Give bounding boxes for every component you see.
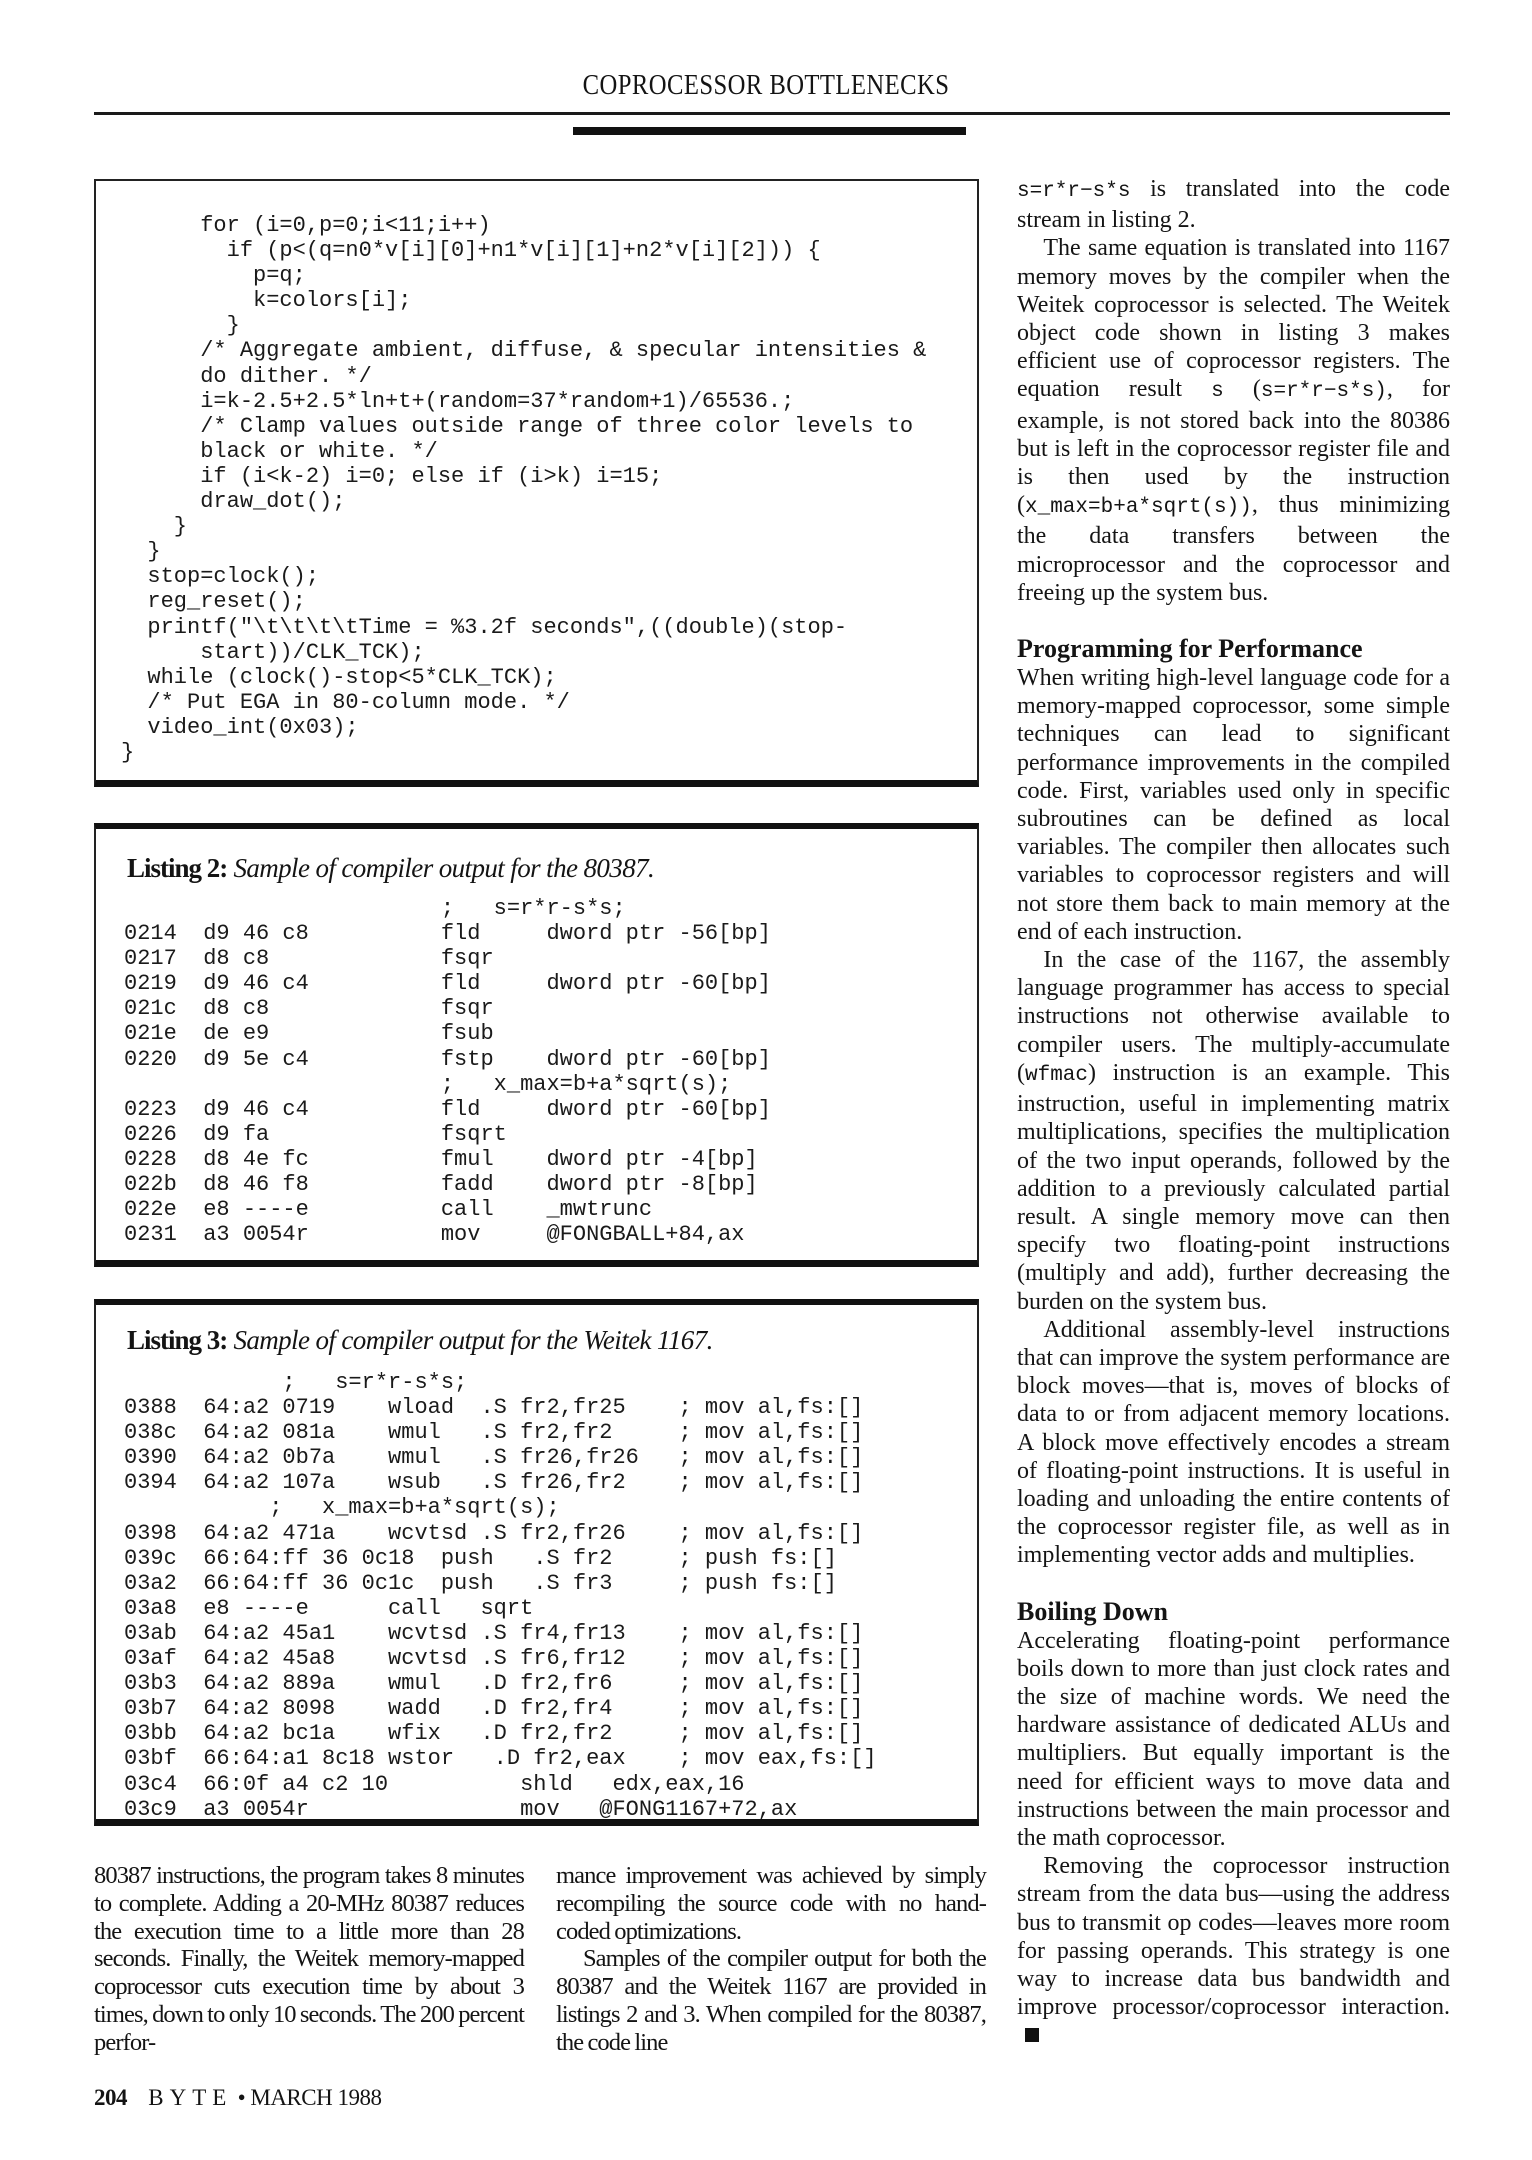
text-run: In the case of the 1167, the assembly language programmer has access to special instructions not otherwise available to compiler users. The multiply-accumulate (: [1017, 947, 1450, 1086]
paragraph: [1017, 1852, 1450, 2049]
code-line: black or white. */: [121, 438, 438, 464]
listing-3-title: Sample of compiler output for the Weitek 1167.: [233, 1325, 713, 1355]
listing-3-caption: [127, 1325, 713, 1356]
bottom-left-column: [94, 1862, 524, 2057]
text-run: (: [1223, 376, 1261, 403]
code-line: for (i=0,p=0;i<11;i++): [121, 213, 491, 238]
code-line: ; s=r*r-s*s;: [124, 1370, 468, 1395]
code-line: 0231 a3 0054r mov @FONGBALL+84,ax: [124, 1222, 745, 1248]
code-line: stop=clock();: [121, 564, 320, 590]
code-line: if (p<(q=n0*v[i][0]+n1*v[i][1]+n2*v[i][2])) {: [121, 238, 821, 264]
code-line: 0398 64:a2 471a wcvtsd .S fr2,fr26 ; mov al,fs:[]: [124, 1520, 864, 1546]
code-line: 021c d8 c8 fsqr: [124, 996, 494, 1022]
code-line: while (clock()-stop<5*CLK_TCK);: [121, 664, 557, 690]
code-line: 03a2 66:64:ff 36 0c1c push .S fr3 ; push fs:[]: [124, 1570, 837, 1596]
paragraph: Samples of the compiler output for both the 80387 and the Weitek 1167 are provided in listings 2 and 3. When compiled for the 80387, the code line: [556, 1945, 986, 2056]
code-line: start))/CLK_TCK);: [121, 639, 425, 665]
code-line: 03b3 64:a2 889a wmul .D fr2,fr6 ; mov al,fs:[]: [124, 1671, 864, 1697]
paragraph: [1017, 1316, 1450, 1570]
listing-1-code: [121, 213, 926, 765]
paragraph: [1017, 1627, 1450, 1853]
code-line: /* Put EGA in 80-column mode. */: [121, 689, 570, 715]
section-heading: Boiling Down: [1017, 1596, 1168, 1626]
code-line: 038c 64:a2 081a wmul .S fr2,fr2 ; mov al,fs:[]: [124, 1420, 864, 1446]
magazine-name: BYTE: [148, 2085, 233, 2110]
code-line: }: [121, 739, 135, 765]
paragraph: [1017, 946, 1450, 1316]
code-line: 022e e8 ----e call _mwtrunc: [124, 1197, 653, 1223]
code-line: 0223 d9 46 c4 fld dword ptr -60[bp]: [124, 1096, 771, 1122]
paragraph: mance improvement was achieved by simply recompiling the source code with no hand-coded optimizations.: [556, 1862, 986, 1945]
text-run: ) instruction is an example. This instruction, useful in implementing matrix multiplications, specifies the multiplication of the two input operands, followed by the addition to a previously calculated partial result. A single memory move can then specify two floating-point instructions (multiply and add), further decreasing the burden on the system bus.: [1017, 1059, 1450, 1315]
listing-2-code: [124, 896, 771, 1247]
code-line: video_int(0x03);: [121, 714, 359, 740]
text-run: , thus minimizing the data transfers between the microprocessor and the coprocessor and freeing up the system bus.: [1017, 492, 1450, 606]
page-number: 204: [94, 2085, 127, 2110]
text-run: is translated into the code stream in listing 2.: [1017, 176, 1450, 234]
code-line: 022b d8 46 f8 fadd dword ptr -8[bp]: [124, 1172, 758, 1198]
code-line: 0220 d9 5e c4 fstp dword ptr -60[bp]: [124, 1046, 771, 1072]
paragraph: 80387 instructions, the program takes 8 minutes to complete. Adding a 20-MHz 80387 reduces the execution time to a little more than 28 seconds. Finally, the Weitek memory-mapped coprocessor cuts execution time by about 3 times, down to only 10 seconds. The 200 percent perfor-: [94, 1862, 524, 2056]
listing-3-label: Listing 3:: [127, 1325, 228, 1355]
code-line: 039c 66:64:ff 36 0c18 push .S fr2 ; push fs:[]: [124, 1545, 837, 1571]
bottom-middle-column: [556, 1862, 986, 2057]
code-inline: s=r*r−s*s): [1260, 380, 1387, 404]
code-line: draw_dot();: [121, 489, 346, 515]
code-line: p=q;: [121, 263, 306, 289]
code-line: 03af 64:a2 45a8 wcvtsd .S fr6,fr12 ; mov al,fs:[]: [124, 1646, 864, 1672]
right-column-text: [1017, 175, 1450, 2050]
code-line: 0390 64:a2 0b7a wmul .S fr26,fr26 ; mov al,fs:[]: [124, 1445, 864, 1471]
code-line: ; x_max=b+a*sqrt(s);: [124, 1071, 732, 1097]
code-line: reg_reset();: [121, 589, 306, 615]
code-line: k=colors[i];: [121, 288, 412, 314]
issue-date: MARCH 1988: [250, 2085, 382, 2110]
code-line: }: [121, 514, 188, 540]
header-rule: [94, 112, 1450, 115]
code-line: 0226 d9 fa fsqrt: [124, 1121, 507, 1147]
listing-1-box: [94, 179, 979, 787]
text-run: Additional assembly-level instructions that can improve the system performance are block moves—that is, moves of blocks of data to or from adjacent memory locations. A block move effectively encodes a stream of floating-point instructions. It is useful in loading and unloading the entire contents of the coprocessor register file, as well as in implementing vector adds and multiplies.: [1017, 1316, 1450, 1569]
code-line: printf("\t\t\t\tTime = %3.2f seconds",((double)(stop-: [121, 614, 848, 640]
listing-2-title: Sample of compiler output for the 80387.: [233, 853, 655, 883]
code-line: 03bb 64:a2 bc1a wfix .D fr2,fr2 ; mov al,fs:[]: [124, 1721, 864, 1747]
code-line: 0228 d8 4e fc fmul dword ptr -4[bp]: [124, 1146, 758, 1172]
code-line: }: [121, 539, 161, 565]
code-line: 03ab 64:a2 45a1 wcvtsd .S fr4,fr13 ; mov al,fs:[]: [124, 1620, 864, 1646]
code-line: i=k-2.5+2.5*ln+t+(random=37*random+1)/65536.;: [121, 388, 795, 414]
text-run: The same equation is translated into 1167 memory moves by the compiler when the Weitek coprocessor is selected. The Weitek object code shown in listing 3 makes efficient use of coprocessor registers. The equation result: [1017, 235, 1450, 403]
listing-3-code: [124, 1370, 877, 1822]
text-run: , for example, is not stored back into the 80386 but is left in the coprocessor register file and is then used by the instruction (: [1017, 376, 1450, 519]
code-line: }: [121, 313, 240, 339]
code-inline: x_max=b+a*sqrt(s)): [1025, 496, 1252, 520]
code-inline: s: [1211, 380, 1224, 404]
code-line: 0388 64:a2 0719 wload .S fr2,fr25 ; mov al,fs:[]: [124, 1395, 864, 1421]
section-heading: Programming for Performance: [1017, 634, 1363, 664]
paragraph: [1017, 175, 1450, 234]
code-line: ; x_max=b+a*sqrt(s);: [124, 1495, 560, 1521]
paragraph: [1017, 234, 1450, 607]
code-inline: wfmac: [1025, 1063, 1089, 1087]
code-line: ; s=r*r-s*s;: [124, 896, 626, 921]
listing-2-label: Listing 2:: [127, 853, 228, 883]
code-line: 0219 d9 46 c4 fld dword ptr -60[bp]: [124, 971, 771, 997]
code-line: do dither. */: [121, 363, 372, 389]
code-line: 03c9 a3 0054r mov @FONG1167+72,ax: [124, 1796, 798, 1822]
code-line: 0214 d9 46 c8 fld dword ptr -56[bp]: [124, 921, 771, 947]
code-line: 03a8 e8 ----e call sqrt: [124, 1595, 534, 1621]
footer-separator: •: [237, 2085, 246, 2110]
code-line: 03c4 66:0f a4 c2 10 shld edx,eax,16: [124, 1771, 745, 1797]
header-bar: [573, 127, 966, 135]
code-line: 03b7 64:a2 8098 wadd .D fr2,fr4 ; mov al,fs:[]: [124, 1696, 864, 1722]
paragraph: [1017, 664, 1450, 946]
code-line: /* Aggregate ambient, diffuse, & specular intensities &: [121, 338, 927, 364]
text-run: Removing the coprocessor instruction stream from the data bus—using the address bus to transmit op codes—leaves more room for passing operands. This strategy is one way to increase data bus bandwidth and improve processor/coprocessor interaction.: [1017, 1853, 1450, 2021]
code-line: if (i<k-2) i=0; else if (i>k) i=15;: [121, 463, 663, 489]
running-head: COPROCESSOR BOTTLENECKS: [582, 70, 950, 101]
code-line: /* Clamp values outside range of three color levels to: [121, 413, 914, 439]
code-line: 021e de e9 fsub: [124, 1021, 494, 1047]
code-line: 03bf 66:64:a1 8c18 wstor .D fr2,eax ; mov eax,fs:[]: [124, 1746, 877, 1772]
code-line: 0217 d8 c8 fsqr: [124, 946, 494, 972]
text-run: Accelerating floating-point performance boils down to more than just clock rates and the size of machine words. We need the hardware assistance of dedicated ALUs and multipliers. But equally important is the need for efficient ways to move data and instructions between the main processor and the math coprocessor.: [1017, 1627, 1450, 1851]
text-run: When writing high-level language code for a memory-mapped coprocessor, some simple techniques can lead to significant performance improvements in the compiled code. First, variables used only in specific subroutines can be defined as local variables. The compiler then allocates such variables to coprocessor registers and will not store them back to main memory at the end of each instruction.: [1017, 665, 1450, 945]
code-line: 0394 64:a2 107a wsub .S fr26,fr2 ; mov al,fs:[]: [124, 1470, 864, 1496]
listing-3-box: [94, 1299, 979, 1826]
code-inline: s=r*r−s*s: [1017, 180, 1131, 203]
page-footer: [94, 2085, 381, 2111]
listing-2-box: [94, 823, 979, 1267]
end-of-article-mark: [1025, 2028, 1039, 2042]
listing-2-caption: [127, 853, 654, 884]
